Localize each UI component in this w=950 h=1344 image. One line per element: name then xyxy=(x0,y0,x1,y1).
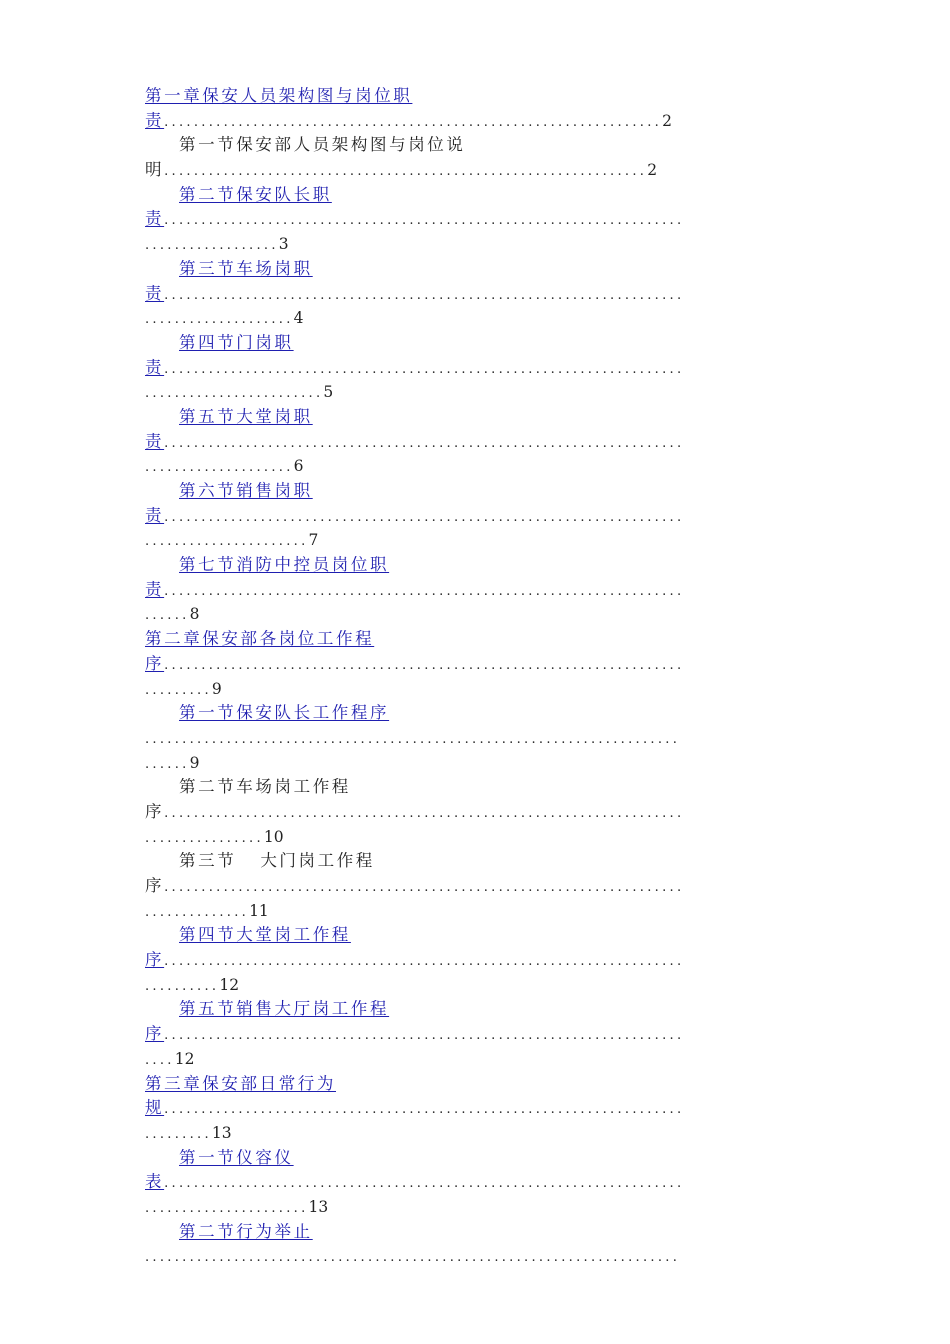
toc-dot-leader: ........................................................................ xyxy=(145,1250,681,1266)
toc-page-line xyxy=(145,232,835,257)
toc-leader-line xyxy=(145,1170,835,1195)
toc-title[interactable]: 第五节销售大厅岗工作程 xyxy=(179,999,390,1019)
toc-page-line xyxy=(145,454,835,479)
toc-dot-leader: ...................................................................... xyxy=(164,287,685,303)
toc-page-line xyxy=(145,380,835,405)
toc-title-tail[interactable]: 规 xyxy=(145,1098,165,1118)
toc-entry-ch1s3[interactable] xyxy=(145,257,835,331)
toc-dot-leader: ...................... xyxy=(145,1200,309,1216)
toc-dot-leader: ...... xyxy=(145,608,190,624)
toc-title-line xyxy=(145,84,835,109)
toc-title-tail[interactable]: 责 xyxy=(145,209,165,229)
toc-page-number[interactable]: 11 xyxy=(249,901,269,920)
toc-entry-ch2s1[interactable] xyxy=(145,701,835,775)
toc-dot-leader: ......... xyxy=(145,1126,212,1142)
toc-dot-leader: ...................................................................... xyxy=(164,435,685,451)
toc-leader-line xyxy=(145,430,835,455)
toc-page-number[interactable]: 9 xyxy=(189,753,200,772)
toc-entry-ch2s3 xyxy=(145,849,835,923)
toc-dot-leader: .................... xyxy=(145,460,294,476)
toc-dot-leader: ...................................................................... xyxy=(164,1102,685,1118)
toc-title-line xyxy=(145,133,835,158)
toc-leader-line xyxy=(145,948,835,973)
toc-dot-leader: .................... xyxy=(145,312,294,328)
toc-leader-line xyxy=(145,207,835,232)
toc-page-number[interactable]: 7 xyxy=(308,531,319,550)
toc-title-line xyxy=(145,849,835,874)
toc-title-line xyxy=(145,701,835,726)
toc-title-tail[interactable]: 序 xyxy=(145,653,165,673)
toc-dot-leader: ...................................................................... xyxy=(164,213,685,229)
toc-title-tail[interactable]: 责 xyxy=(145,357,165,377)
toc-title[interactable]: 第三章保安部日常行为 xyxy=(145,1073,336,1093)
toc-entry-ch1s1 xyxy=(145,133,835,182)
toc-title-line xyxy=(145,1220,835,1245)
toc-page-number[interactable]: 12 xyxy=(174,1049,195,1068)
toc-page-line xyxy=(145,825,835,850)
toc-title-tail: 序 xyxy=(145,876,165,895)
toc-leader-line xyxy=(145,578,835,603)
toc-dot-leader: ...................... xyxy=(145,534,309,550)
toc-entry-ch1s4[interactable] xyxy=(145,331,835,405)
toc-page-number[interactable]: 5 xyxy=(323,383,334,402)
toc-leader-line xyxy=(145,1022,835,1047)
toc-entry-ch1s7[interactable] xyxy=(145,553,835,627)
toc-entry-ch3s1[interactable] xyxy=(145,1146,835,1220)
toc-title[interactable]: 第四节门岗职 xyxy=(179,332,294,352)
toc-title-line xyxy=(145,257,835,282)
toc-title-line xyxy=(145,479,835,504)
toc-title-tail[interactable]: 责 xyxy=(145,431,165,451)
toc-page-line xyxy=(145,677,835,702)
toc-title[interactable]: 第六节销售岗职 xyxy=(179,481,313,500)
toc-page-number[interactable]: 8 xyxy=(189,605,200,624)
toc-leader-line xyxy=(145,1096,835,1121)
toc-dot-leader: ...................................................................... xyxy=(164,805,685,821)
toc-dot-leader: ...... xyxy=(145,756,190,772)
toc-dot-leader: ...................................................................... xyxy=(164,1176,685,1192)
toc-page-line xyxy=(145,1121,835,1146)
toc-page-number[interactable]: 10 xyxy=(263,827,284,846)
toc-title[interactable]: 第四节大堂岗工作程 xyxy=(179,925,351,945)
toc-title-line xyxy=(145,1072,835,1097)
toc-leader-line xyxy=(145,874,835,899)
toc-leader-line xyxy=(145,282,835,307)
table-of-contents xyxy=(145,84,835,1269)
toc-title: 第二节车场岗工作程 xyxy=(179,777,351,797)
toc-leader-line xyxy=(145,1244,835,1269)
toc-dot-leader: ...................................................................... xyxy=(164,509,685,525)
toc-title-line xyxy=(145,183,835,208)
toc-leader-line xyxy=(145,109,835,134)
toc-title-line xyxy=(145,331,835,356)
toc-dot-leader: ...................................................................... xyxy=(164,583,685,599)
toc-title[interactable]: 第三节车场岗职 xyxy=(179,258,313,278)
toc-dot-leader: ...................................................................... xyxy=(164,1028,685,1044)
toc-title-line xyxy=(145,405,835,430)
toc-leader-line xyxy=(145,800,835,825)
toc-entry-ch2s2 xyxy=(145,775,835,849)
toc-entry-ch3s2[interactable] xyxy=(145,1220,835,1269)
toc-dot-leader: ...................................................................... xyxy=(164,361,685,377)
toc-leader-line xyxy=(145,726,835,751)
toc-page-number[interactable]: 4 xyxy=(293,309,304,328)
toc-dot-leader: ......... xyxy=(145,682,212,698)
toc-title-part: 大门岗工作程 xyxy=(260,851,375,871)
toc-leader-line xyxy=(145,356,835,381)
toc-dot-leader: ................ xyxy=(145,830,264,846)
toc-dot-leader: ........................................................................ xyxy=(145,731,681,747)
toc-entry-ch2s4[interactable] xyxy=(145,923,835,997)
toc-entry-ch3[interactable] xyxy=(145,1072,835,1146)
toc-leader-line xyxy=(145,652,835,677)
toc-title-tail[interactable]: 责 xyxy=(145,579,165,599)
toc-page-number[interactable]: 9 xyxy=(211,679,222,698)
toc-dot-leader: ........................ xyxy=(145,386,324,402)
toc-entry-ch1s6[interactable] xyxy=(145,479,835,553)
toc-title[interactable]: 第五节大堂岗职 xyxy=(179,406,313,426)
toc-page-number[interactable]: 13 xyxy=(308,1197,329,1216)
toc-title-line xyxy=(145,997,835,1022)
toc-page-line xyxy=(145,973,835,998)
toc-title-tail[interactable]: 序 xyxy=(145,1024,165,1044)
toc-title[interactable]: 第一节仪容仪 xyxy=(179,1147,294,1167)
toc-page-number[interactable]: 3 xyxy=(278,235,289,254)
toc-page-line xyxy=(145,1195,835,1220)
toc-page-line xyxy=(145,306,835,331)
toc-title-part: 第三节 xyxy=(179,851,237,871)
toc-page-line xyxy=(145,751,835,776)
toc-title-tail[interactable]: 责 xyxy=(145,110,165,130)
toc-page-line xyxy=(145,602,835,627)
toc-title[interactable]: 第二节行为举止 xyxy=(179,1221,313,1241)
toc-entry-ch1s5[interactable] xyxy=(145,405,835,479)
toc-dot-leader: ...................................................................... xyxy=(164,880,685,895)
toc-page-line xyxy=(145,1047,835,1072)
toc-page-number[interactable]: 2 xyxy=(647,161,658,180)
toc-page-number[interactable]: 6 xyxy=(293,457,304,476)
toc-title-tail[interactable]: 序 xyxy=(145,950,165,970)
toc-leader-line xyxy=(145,158,835,183)
toc-title-tail[interactable]: 表 xyxy=(145,1172,165,1192)
toc-title[interactable]: 第二章保安部各岗位工作程 xyxy=(145,629,375,649)
toc-title[interactable]: 第二节保安队长职 xyxy=(179,184,332,204)
toc-title-line xyxy=(145,627,835,652)
toc-dot-leader: .... xyxy=(145,1052,175,1068)
toc-title-line xyxy=(145,923,835,948)
toc-title-tail: 序 xyxy=(145,801,165,821)
toc-dot-leader: .............. xyxy=(145,904,250,920)
toc-dot-leader: ................................................................. xyxy=(164,164,648,180)
toc-dot-leader: ...................................................................... xyxy=(164,954,685,970)
toc-page-number[interactable]: 13 xyxy=(211,1123,232,1142)
toc-page-line xyxy=(145,528,835,553)
toc-dot-leader: .......... xyxy=(145,978,220,994)
toc-title-line xyxy=(145,553,835,578)
toc-title[interactable]: 第七节消防中控员岗位职 xyxy=(179,555,390,575)
toc-title-line xyxy=(145,775,835,800)
toc-dot-leader: ...................................................................... xyxy=(164,657,685,673)
toc-page-number[interactable]: 12 xyxy=(219,975,240,994)
toc-title-tail: 明 xyxy=(145,160,165,180)
toc-dot-leader: .................. xyxy=(145,238,279,254)
toc-entry-ch2s5[interactable] xyxy=(145,997,835,1071)
toc-dot-leader: ................................................................... xyxy=(164,114,663,130)
toc-title[interactable]: 第一节保安队长工作程序 xyxy=(179,703,390,723)
toc-page-line xyxy=(145,899,835,924)
toc-title-line xyxy=(145,1146,835,1171)
toc-title: 第一节保安部人员架构图与岗位说 xyxy=(179,135,466,155)
toc-entry-ch2[interactable] xyxy=(145,627,835,701)
toc-title-tail[interactable]: 责 xyxy=(145,505,165,525)
toc-entry-ch1[interactable] xyxy=(145,84,835,133)
toc-entry-ch1s2[interactable] xyxy=(145,183,835,257)
toc-leader-line xyxy=(145,504,835,529)
toc-title-tail[interactable]: 责 xyxy=(145,283,165,303)
toc-title[interactable]: 第一章保安人员架构图与岗位职 xyxy=(145,86,413,105)
toc-page-number[interactable]: 2 xyxy=(662,111,672,130)
